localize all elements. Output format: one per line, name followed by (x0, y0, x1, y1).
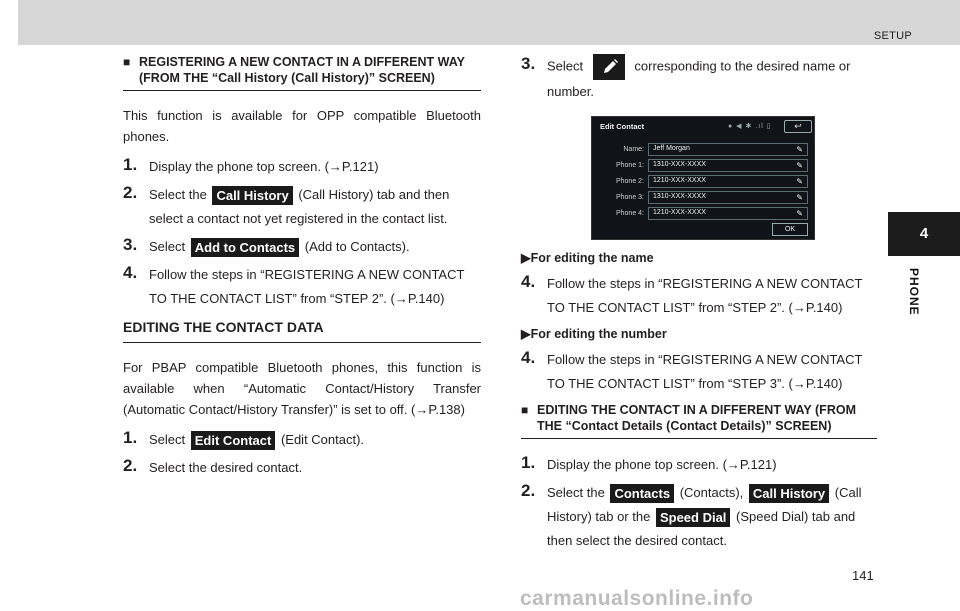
step-4: 4. Follow the steps in “REGISTERING A NEW CONTACT TO THE CONTACT LIST” from “STEP 2”. (→P.140) (521, 272, 863, 315)
pencil-icon: ✎ (796, 209, 803, 218)
ok-button: OK (772, 223, 808, 236)
step-1: 1. Display the phone top screen. (→P.121) (521, 453, 777, 472)
speed-dial-button: Speed Dial (656, 508, 730, 527)
edit-contact-screenshot: Edit Contact ● ◀ ✱ .ıl ▯ ↩ Name: Jeff Morgan ✎ Phone 1: 1310-XXX-XXXX ✎ Phone 2: 1210-XXX-XXXX ✎ Phone 3: 1310-XXX-XXXX ✎ Phone 4: 1210-XXX-XXXX ✎ OK (591, 116, 815, 240)
screen-title: Edit Contact (600, 122, 645, 131)
page-header-bar (18, 0, 960, 45)
step-3: 3. Select Add to Contacts (Add to Contacts). (123, 235, 410, 256)
section-intro: For PBAP compatible Bluetooth phones, this function is available when “Automatic Contact/History Transfer (Automatic Contact/History Transfer)” is set to off. (→P.138) (123, 360, 481, 417)
chapter-tab-number: 4 (888, 212, 960, 256)
step-2: 2. Select the desired contact. (123, 456, 303, 475)
chapter-tab-label: PHONE (907, 268, 921, 316)
subheading-editing-number: ▶For editing the number (521, 327, 667, 341)
left-column (123, 54, 481, 484)
section-heading-register-different-way: ■ REGISTERING A NEW CONTACT IN A DIFFERENT WAY (FROM THE “Call History (Call History)” SCREEN) (123, 54, 481, 91)
contacts-button: Contacts (610, 484, 674, 503)
step-2: 2. Select the Call History (Call History) tab and then select a contact not yet registered in the contact list. (123, 183, 450, 226)
step-2: 2. Select the Contacts (Contacts), Call History (Call History) tab or the Speed Dial (Speed Dial) tab and then select the desired contact. (521, 481, 862, 548)
page-number: 141 (852, 568, 874, 583)
section-heading-editing-contact-data: EDITING THE CONTACT DATA (123, 317, 481, 343)
edit-contact-button: Edit Contact (191, 431, 276, 450)
pencil-icon: ✎ (796, 145, 803, 154)
call-history-button: Call History (749, 484, 829, 503)
right-column (521, 54, 877, 557)
step-1: 1. Select Edit Contact (Edit Contact). (123, 428, 365, 449)
step-4: 4. Follow the steps in “REGISTERING A NEW CONTACT TO THE CONTACT LIST” from “STEP 3”. (→P.140) (521, 348, 863, 391)
pencil-icon: ✎ (796, 161, 803, 170)
call-history-button: Call History (212, 186, 292, 205)
add-to-contacts-button: Add to Contacts (191, 238, 299, 257)
back-icon: ↩ (784, 120, 812, 133)
section-intro: This function is available for OPP compatible Bluetooth phones. (123, 108, 481, 144)
status-icons: ● ◀ ✱ .ıl ▯ (728, 123, 772, 130)
watermark-logo: carmanualsonline.info (520, 587, 754, 610)
pencil-icon: ✎ (796, 177, 803, 186)
step-4: 4. Follow the steps in “REGISTERING A NEW CONTACT TO THE CONTACT LIST” from “STEP 2”. (→P.140) (123, 263, 465, 306)
step-3: 3. Select corresponding to the desired name or number. (521, 54, 851, 99)
pencil-icon (593, 54, 625, 80)
header-section-label: SETUP (873, 30, 912, 42)
step-1: 1. Display the phone top screen. (→P.121) (123, 155, 379, 174)
pencil-icon: ✎ (796, 193, 803, 202)
square-bullet-icon: ■ (123, 55, 131, 69)
square-bullet-icon: ■ (521, 403, 529, 417)
subheading-editing-name: ▶For editing the name (521, 251, 654, 265)
section-heading-edit-different-way: ■ EDITING THE CONTACT IN A DIFFERENT WAY (FROM THE “Contact Details (Contact Details)” SCREEN) (521, 402, 877, 439)
